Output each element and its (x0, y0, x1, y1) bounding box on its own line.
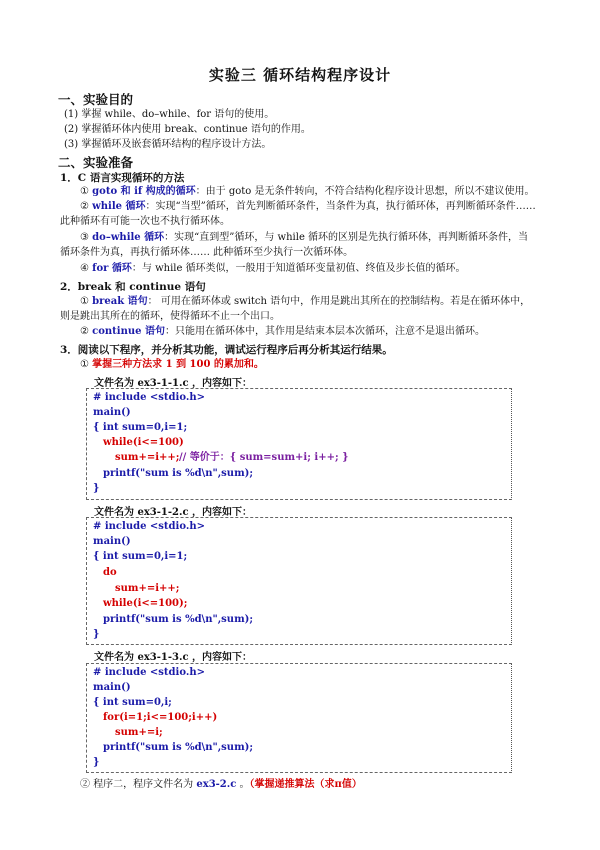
desc-while: ：实现“当型”循环，首先判断循环条件，当条件为真，执行循环体，再判断循环条件…… (145, 201, 536, 212)
stmt-continue (80, 325, 485, 339)
desc-for: ：与 while 循环类似，一般用于知道循环变量初值、终值及步长值的循环。 (131, 263, 466, 274)
term-continue: continue 语句 (92, 326, 165, 337)
item-number: ② (80, 779, 90, 790)
item-number: ② (80, 201, 89, 212)
task-1-text: 掌握三种方法求 1 到 100 的累加和。 (92, 359, 264, 370)
subheading-break-continue: 2．break 和 continue 语句 (60, 281, 206, 293)
desc-continue: ：只能用在循环体中，其作用是结束本层本次循环，注意不是退出循环。 (165, 326, 485, 337)
item-number: ① (80, 186, 89, 197)
objective-item-2: (2) 掌握循环体内使用 break、continue 语句的作用。 (64, 124, 311, 135)
file-name-ex3-1-3: 文件名为 ex3-1-3.c ，内容如下： (94, 652, 253, 663)
page-title: 实验三 循环结构程序设计 (208, 66, 392, 84)
code-line: { int sum=0,i=1; (93, 551, 188, 562)
item-number: ④ (80, 263, 89, 274)
code-comment: // 等价于：{ sum=sum+i; i++; } (179, 452, 349, 463)
code-line: printf("sum is %d\n",sum); (103, 742, 254, 753)
stmt-break (80, 295, 530, 309)
code-line: } (93, 757, 100, 768)
code-line: while(i<=100) (103, 437, 184, 448)
method-while (80, 200, 536, 214)
code-box-ex3-1-2 (86, 517, 512, 645)
code-line: # include <stdio.h> (93, 521, 205, 532)
method-for (80, 262, 466, 276)
code-line: do (103, 567, 117, 578)
item-number: ① (80, 296, 89, 307)
desc-dowhile-cont: 循环条件为真，再执行循环体…… 此种循环至少执行一次循环体。 (60, 247, 354, 258)
code-line: printf("sum is %d\n",sum); (103, 468, 254, 479)
code-line: main() (93, 407, 131, 418)
term-while: while 循环 (92, 201, 146, 212)
method-dowhile (80, 231, 528, 245)
code-line: } (93, 483, 100, 494)
desc-dowhile: ：实现“直到型”循环，与 while 循环的区别是先执行循环体，再判断循环条件，当 (164, 232, 529, 243)
code-line: main() (93, 682, 131, 693)
desc-goto: ：由于 goto 是无条件转向，不符合结构化程序设计思想，所以不建议使用。 (195, 186, 535, 197)
term-dowhile: do–while 循环 (92, 232, 165, 243)
code-line: while(i<=100); (103, 598, 188, 609)
code-line: sum+=i; (115, 727, 163, 738)
code-line: sum+=i++; (115, 583, 180, 594)
code-line: # include <stdio.h> (93, 667, 205, 678)
subheading-read-programs: 3．阅读以下程序，并分析其功能，调试运行程序后再分析其运行结果。 (60, 344, 393, 356)
section-heading-preparation: 二、实验准备 (58, 155, 134, 170)
code-box-ex3-1-3 (86, 663, 512, 773)
code-line: { int sum=0,i=1; (93, 422, 188, 433)
code-box-ex3-1-1 (86, 388, 512, 500)
task-2 (80, 778, 362, 792)
file-name-ex3-1-2: 文件名为 ex3-1-2.c ，内容如下： (94, 507, 253, 518)
code-line: } (93, 629, 100, 640)
objective-item-1: (1) 掌握 while、do–while、for 语句的使用。 (64, 109, 275, 120)
subheading-loop-methods: 1．C 语言实现循环的方法 (60, 172, 185, 184)
method-goto (80, 185, 534, 199)
item-number: ① (80, 359, 89, 370)
task-1 (80, 358, 264, 372)
desc-while-cont: 此种循环有可能一次也不执行循环体。 (60, 216, 230, 227)
item-number: ③ (80, 232, 89, 243)
code-line: for(i=1;i<=100;i++) (103, 712, 218, 723)
section-heading-objectives: 一、实验目的 (58, 92, 134, 107)
code-line: main() (93, 536, 131, 547)
code-line: { int sum=0,i; (93, 697, 172, 708)
task-2-text: 程序二，程序文件名为 (93, 779, 194, 790)
task-2-period: 。 (239, 779, 250, 790)
task-2-goal: （掌握递推算法（求π值） (249, 779, 362, 790)
objective-item-3: (3) 掌握循环及嵌套循环结构的程序设计方法。 (64, 139, 272, 150)
term-break: break 语句 (92, 296, 148, 307)
term-goto: goto 和 if 构成的循环 (92, 186, 196, 197)
item-number: ② (80, 326, 89, 337)
desc-break: ： 可用在循环体或 switch 语句中，作用是跳出其所在的控制结构。若是在循环体中， (147, 296, 531, 307)
file-name-ex3-1-1: 文件名为 ex3-1-1.c ，内容如下： (94, 378, 253, 389)
desc-break-cont: 则是跳出其所在的循环，使得循环不止一个出口。 (60, 311, 280, 322)
task-2-file: ex3-2.c (196, 779, 237, 790)
code-line: printf("sum is %d\n",sum); (103, 614, 254, 625)
code-line: sum+=i++; (115, 452, 180, 463)
code-line: # include <stdio.h> (93, 392, 205, 403)
term-for: for 循环 (92, 263, 132, 274)
